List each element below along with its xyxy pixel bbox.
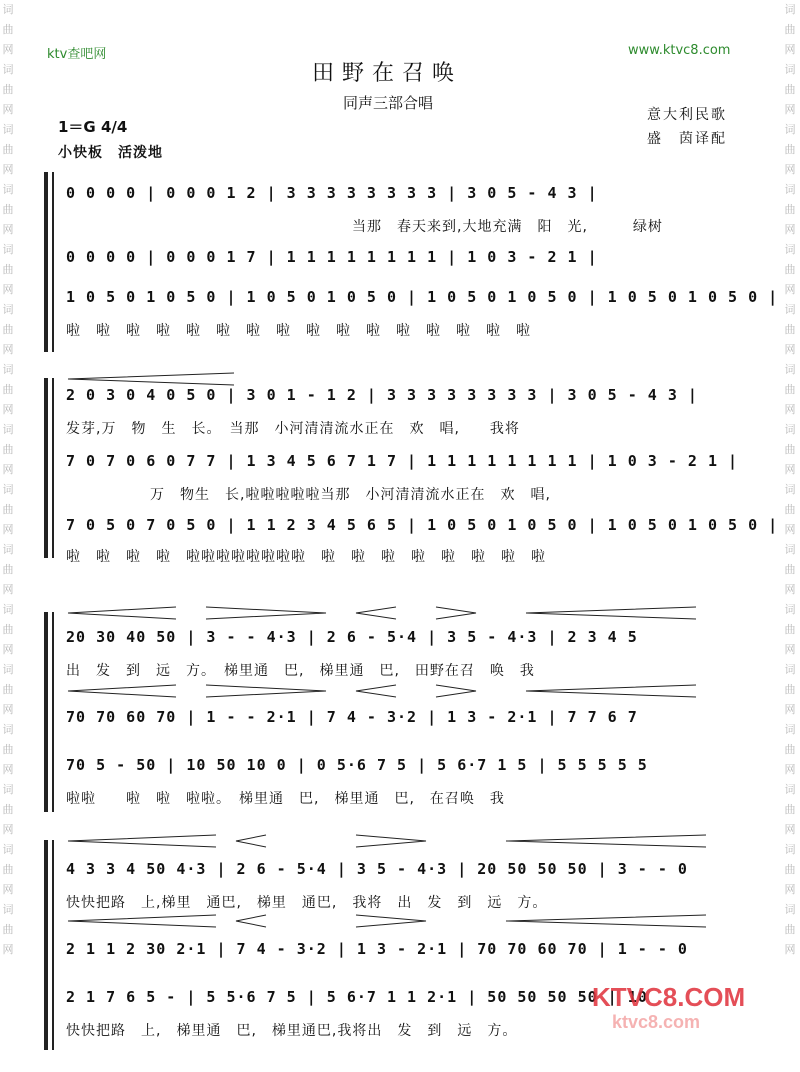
system-bracket	[44, 172, 48, 352]
alto-notes: 2 1 1 2 30 2·1 | 7 4 - 3·2 | 1 3 - 2·1 | 70 70 60 70 | 1 - - 0	[66, 940, 688, 958]
soprano-lyrics: 出 发 到 远 方。 梯里通 巴, 梯里通 巴, 田野在召 唤 我	[66, 663, 535, 679]
dynamics-hairpins	[66, 914, 726, 928]
alto-lyrics: 万 物生 长,啦啦啦啦啦当那 小河清清流水正在 欢 唱,	[150, 487, 551, 503]
site-name-left[interactable]: ktv查吧网	[47, 47, 107, 62]
bass-notes: 1 0 5 0 1 0 5 0 | 1 0 5 0 1 0 5 0 | 1 0 5 0 1 0 5 0 | 1 0 5 0 1 0 5 0 |	[66, 288, 779, 306]
tempo-marking: 小快板 活泼地	[58, 145, 163, 161]
dynamics-hairpins	[66, 684, 726, 698]
origin-credit: 意大利民歌	[647, 107, 727, 123]
side-watermark-left: 词曲网词曲网词曲网词曲网词曲网词曲网词曲网词曲网词曲网词曲网词曲网词曲网词曲网词曲网词曲网词曲网	[2, 3, 14, 956]
dynamics-hairpins	[66, 606, 726, 620]
soprano-lyrics: 发芽,万 物 生 长。 当那 小河清清流水正在 欢 唱, 我将	[66, 421, 520, 437]
dynamics-hairpins	[66, 834, 726, 848]
soprano-lyrics: 当那 春天来到,大地充满 阳 光, 绿树	[352, 219, 663, 235]
page-title: 田野在召唤	[312, 61, 463, 86]
system-barline	[52, 612, 54, 812]
system-barline	[52, 378, 54, 558]
bass-lyrics: 啦 啦 啦 啦 啦啦啦啦啦啦啦啦 啦 啦 啦 啦 啦 啦 啦 啦	[66, 549, 546, 565]
key-signature: 1＝G 4/4	[58, 118, 128, 136]
soprano-notes: 2 0 3 0 4 0 5 0 | 3 0 1 - 1 2 | 3 3 3 3 3 3 3 3 | 3 0 5 - 4 3 |	[66, 386, 698, 404]
bass-lyrics: 快快把路 上, 梯里通 巴, 梯里通巴,我将出 发 到 远 方。	[66, 1023, 518, 1039]
site-url-right[interactable]: www.ktvc8.com	[628, 43, 731, 58]
alto-notes: 0 0 0 0 | 0 0 0 1 7 | 1 1 1 1 1 1 1 1 | 1 0 3 - 2 1 |	[66, 248, 598, 266]
soprano-notes: 20 30 40 50 | 3 - - 4·3 | 2 6 - 5·4 | 3 5 - 4·3 | 2 3 4 5	[66, 628, 638, 646]
translator-credit: 盛 茵译配	[647, 131, 727, 147]
crescendo-hairpin	[66, 372, 236, 386]
watermark-logo: KTVC8.COM	[592, 982, 746, 1012]
alto-notes: 70 70 60 70 | 1 - - 2·1 | 7 4 - 3·2 | 1 3 - 2·1 | 7 7 6 7	[66, 708, 638, 726]
bass-notes: 70 5 - 50 | 10 50 10 0 | 0 5·6 7 5 | 5 6·7 1 5 | 5 5 5 5 5	[66, 756, 648, 774]
system-bracket	[44, 378, 48, 558]
soprano-lyrics: 快快把路 上,梯里 通巴, 梯里 通巴, 我将 出 发 到 远 方。	[66, 895, 548, 911]
alto-notes: 7 0 7 0 6 0 7 7 | 1 3 4 5 6 7 1 7 | 1 1 1 1 1 1 1 1 | 1 0 3 - 2 1 |	[66, 452, 739, 470]
side-watermark-right: 词曲网词曲网词曲网词曲网词曲网词曲网词曲网词曲网词曲网词曲网词曲网词曲网词曲网词曲网词曲网词曲网	[784, 3, 796, 956]
subtitle: 同声三部合唱	[343, 94, 434, 112]
system-bracket	[44, 840, 48, 1050]
watermark-logo-small: ktvc8.com	[612, 1012, 701, 1032]
system-barline	[52, 172, 54, 352]
bass-notes: 2 1 7 6 5 - | 5 5·6 7 5 | 5 6·7 1 1 2·1 | 50 50 50 50 | 10	[66, 988, 648, 1006]
system-barline	[52, 840, 54, 1050]
bass-notes: 7 0 5 0 7 0 5 0 | 1 1 2 3 4 5 6 5 | 1 0 5 0 1 0 5 0 | 1 0 5 0 1 0 5 0 |	[66, 516, 779, 534]
bass-lyrics: 啦 啦 啦 啦 啦 啦 啦 啦 啦 啦 啦 啦 啦 啦 啦 啦	[66, 323, 531, 339]
soprano-notes: 0 0 0 0 | 0 0 0 1 2 | 3 3 3 3 3 3 3 3 | 3 0 5 - 4 3 |	[66, 184, 598, 202]
soprano-notes: 4 3 3 4 50 4·3 | 2 6 - 5·4 | 3 5 - 4·3 | 20 50 50 50 | 3 - - 0	[66, 860, 688, 878]
system-bracket	[44, 612, 48, 812]
bass-lyrics: 啦啦 啦 啦 啦啦。 梯里通 巴, 梯里通 巴, 在召唤 我	[66, 791, 505, 807]
